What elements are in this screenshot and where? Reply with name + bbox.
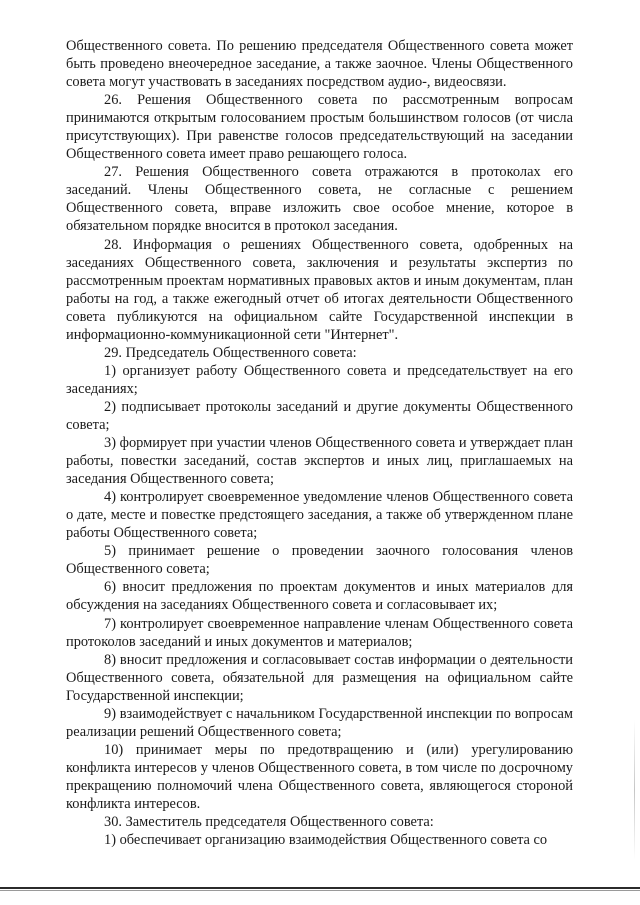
paragraph-29-heading: 29. Председатель Общественного совета: xyxy=(104,344,357,361)
paragraph-28: 28. Информация о решениях Общественного совета, одобренных на заседаниях Общественного совета, заключения и результаты экспертиз по рассмотренным проектам нормативных правовых актов и иным документам, план работы на год, а также ежегодный отчет об итогах деятельности Общественного совета публикуются на официальном сайте Государственной инспекции в информационно-коммуникационной сети "Интернет". xyxy=(66,236,573,343)
list-item-29-10: 10) принимает меры по предотвращению и (или) урегулированию конфликта интересов у членов Общественного совета, в том числе по досрочному прекращению полномочий члена Общественного совета, являющегося стороной конфликта интересов. xyxy=(66,741,573,812)
page-bottom-border-shadow xyxy=(0,890,640,891)
paragraph-27: 27. Решения Общественного совета отражаются в протоколах его заседаний. Члены Общественного совета, не согласные с решением Общественного совета, вправе изложить свое особое мнение, которое в обязательном порядке вносится в протокол заседания. xyxy=(66,164,573,235)
list-item-29-6: 6) вносит предложения по проектам документов и иных материалов для обсуждения на заседаниях Общественного совета и согласовывает их; xyxy=(66,579,573,614)
list-item-30-1: 1) обеспечивает организацию взаимодействия Общественного совета со xyxy=(104,832,548,849)
scan-edge-mark xyxy=(634,720,635,860)
paragraph-26: 26. Решения Общественного совета по рассмотренным вопросам принимаются открытым голосованием простым большинством голосов (от числа присутствующих). При равенстве голосов председательствующий на заседании Общественного совета имеет право решающего голоса. xyxy=(66,92,573,163)
list-item-29-7: 7) контролирует своевременное направление членам Общественного совета протоколов заседаний и иных документов и материалов; xyxy=(66,615,573,650)
list-item-29-2: 2) подписывает протоколы заседаний и другие документы Общественного совета; xyxy=(66,398,573,433)
list-item-29-1: 1) организует работу Общественного совета и председательствует на его заседаниях; xyxy=(66,362,573,397)
list-item-29-3: 3) формирует при участии членов Общественного совета и утверждает план работы, повестки заседаний, состав экспертов и иных лиц, приглашаемых на заседания Общественного совета; xyxy=(66,435,573,488)
paragraph-30-heading: 30. Заместитель председателя Общественного совета: xyxy=(104,814,434,831)
page-bottom-border xyxy=(0,887,640,889)
list-item-29-8: 8) вносит предложения и согласовывает состав информации о деятельности Общественного совета, обязательной для размещения на официальном сайте Государственной инспекции; xyxy=(66,651,573,704)
list-item-29-4: 4) контролирует своевременное уведомление членов Общественного совета о дате, месте и повестке предстоящего заседания, а также об утвержденном плане работы Общественного совета; xyxy=(66,489,573,542)
paragraph-continuation: Общественного совета. По решению председателя Общественного совета может быть проведено внеочередное заседание, а также заочное. Члены Общественного совета могут участвовать в заседаниях посредством аудио-, видеосвязи. xyxy=(66,38,573,91)
document-body xyxy=(66,37,573,849)
list-item-29-5: 5) принимает решение о проведении заочного голосования членов Общественного совета; xyxy=(66,543,573,578)
list-item-29-9: 9) взаимодействует с начальником Государственной инспекции по вопросам реализации решений Общественного совета; xyxy=(66,705,573,740)
